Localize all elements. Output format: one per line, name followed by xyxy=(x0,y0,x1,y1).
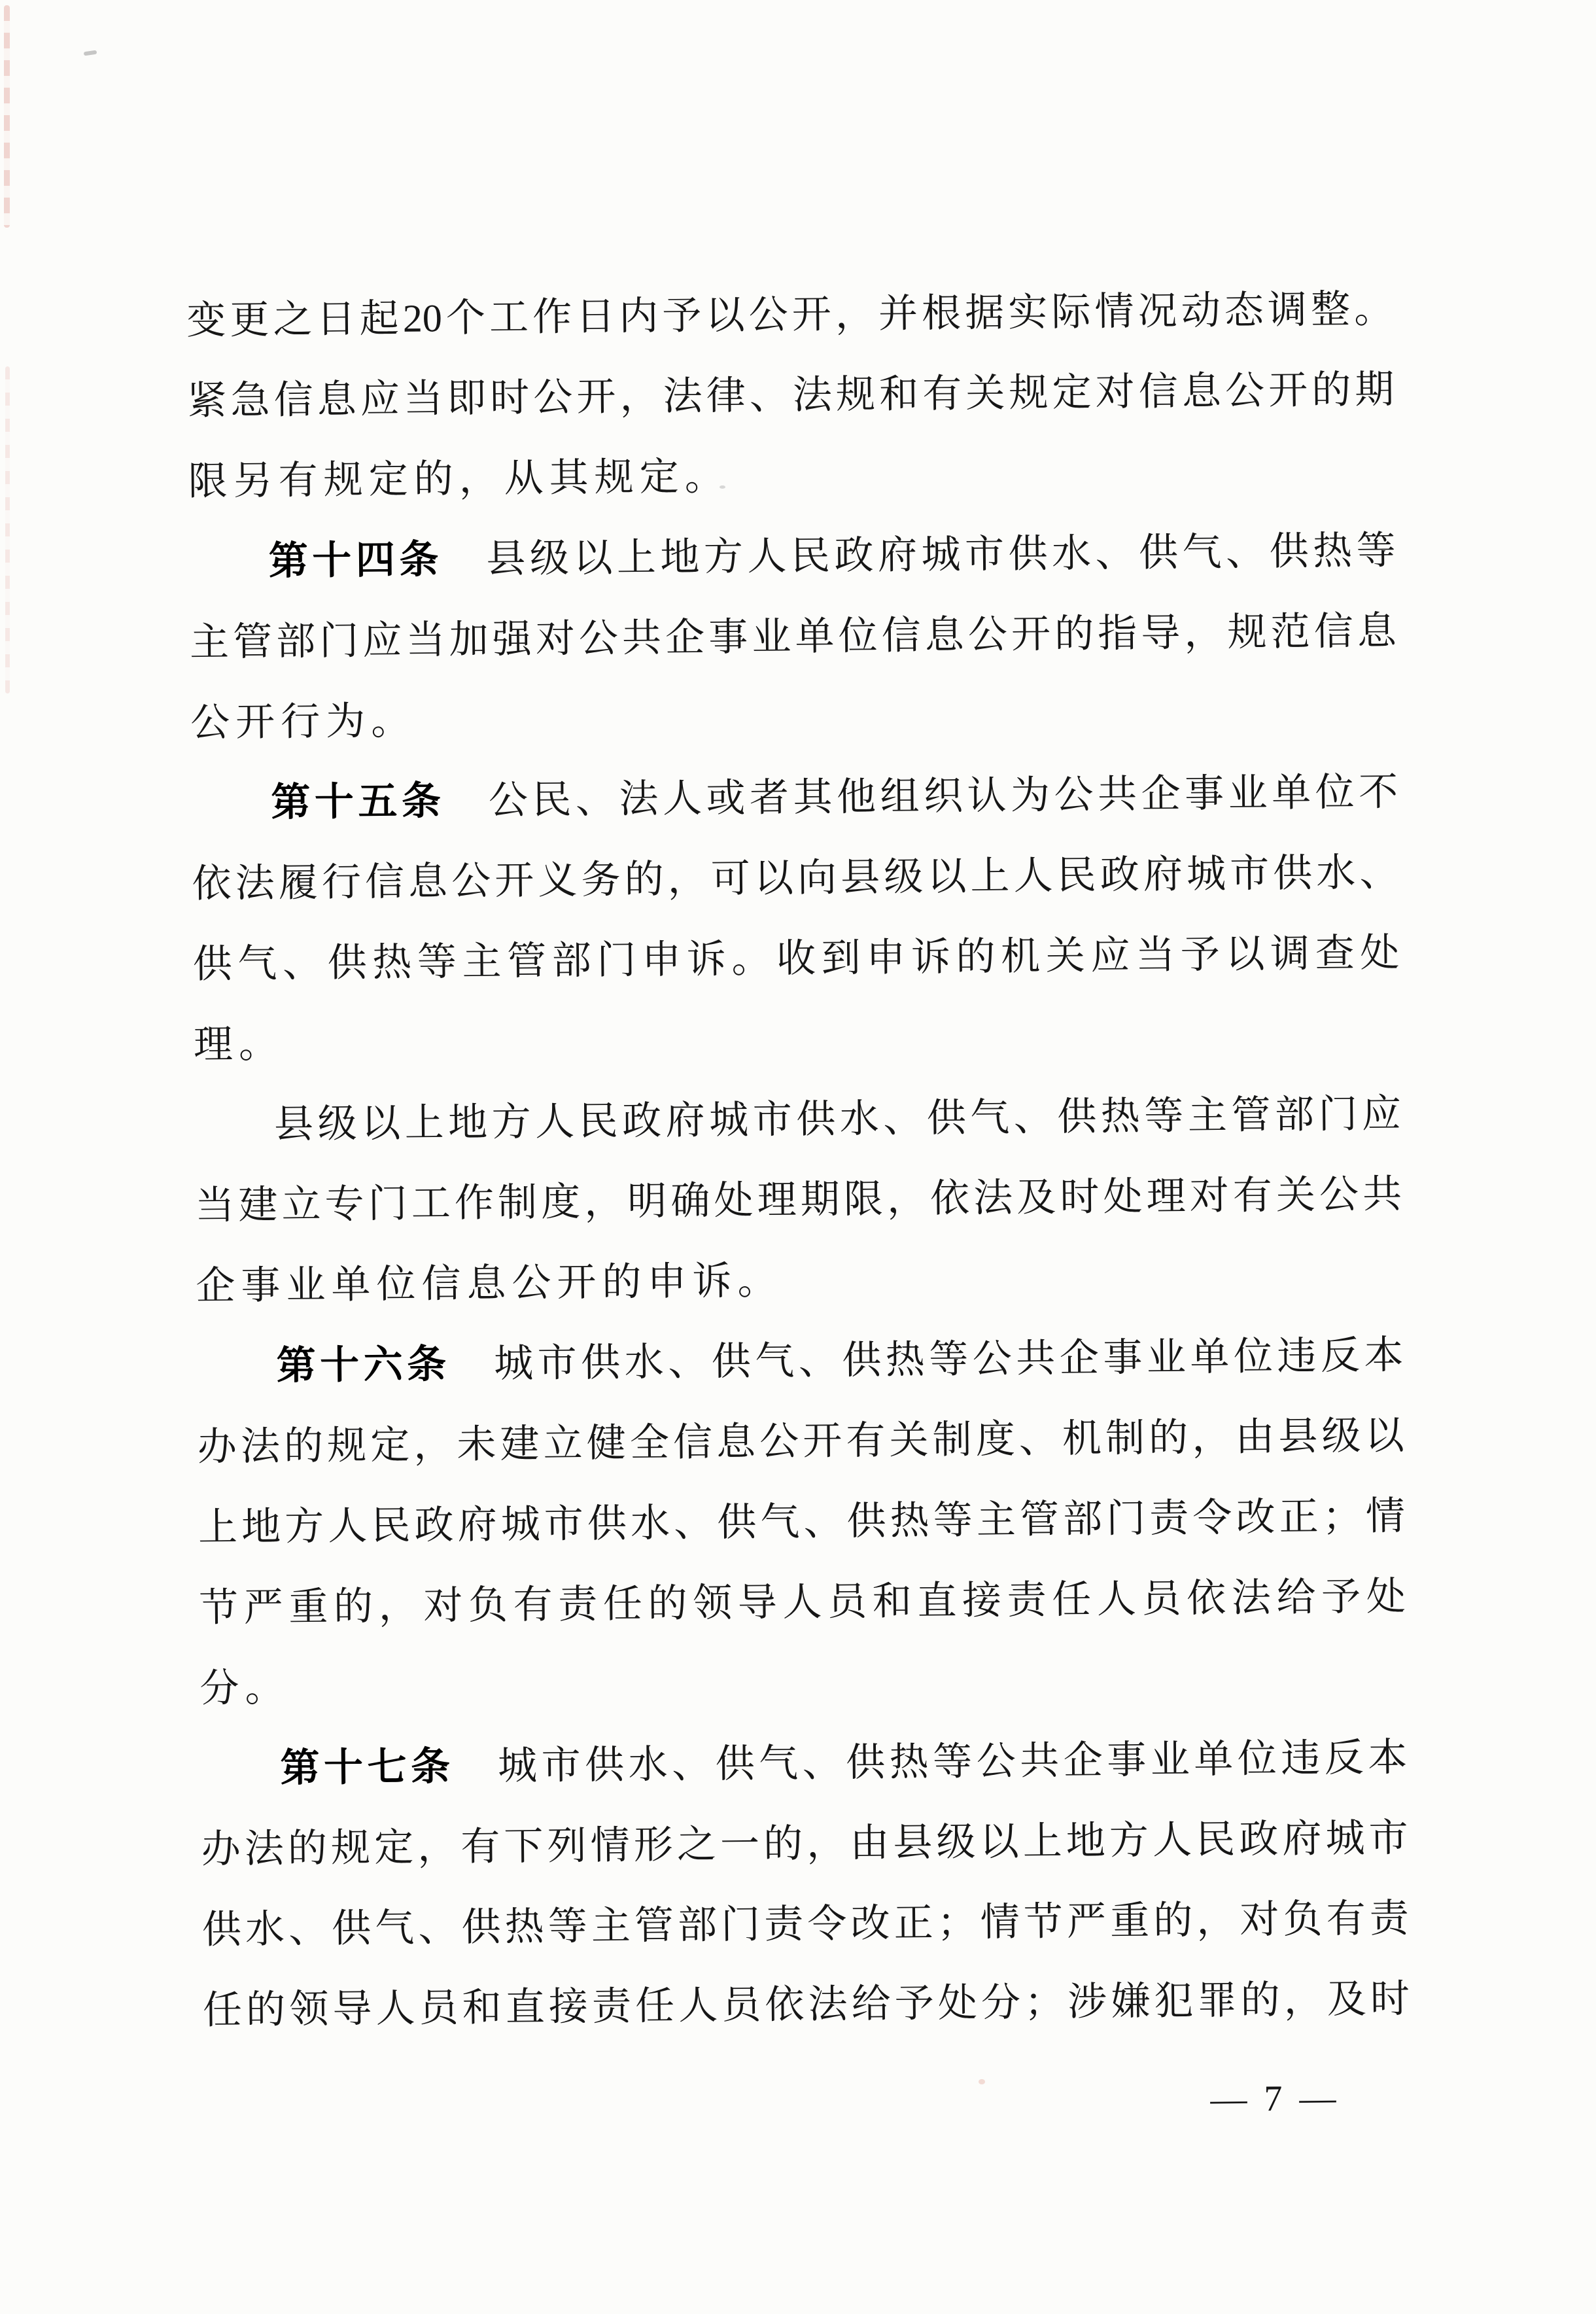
scan-artifact-pink-streak-top xyxy=(4,5,10,228)
scan-artifact-pink-streak-middle xyxy=(5,366,10,693)
text-line: 紧 急 信 息 应 当 即 时 公 开 ， 法 律 、 法 规 和 有 关 规 定 对 信 息 公 开 的 期 xyxy=(187,368,1395,423)
text-line: 公 开 行 为 。 xyxy=(190,699,411,745)
scan-artifact-gray-dash xyxy=(84,50,97,56)
text-line: 供 水 、 供 气 、 供 热 等 主 管 部 门 责 令 改 正 ； 情 节 严 重 的 ， 对 负 有 责 xyxy=(201,1897,1410,1952)
text-line: 变 更 之 日 起 20 个 工 作 日 内 予 以 公 开 ， 并 根 据 实 际 情 况 动 态 调 整 。 xyxy=(186,287,1394,342)
text-line: 第 十 六 条 城 市 供 水 、 供 气 、 供 热 等 公 共 企 事 业 单 位 违 反 本 xyxy=(276,1333,1404,1388)
text-line: 第 十 四 条 县 级 以 上 地 方 人 民 政 府 城 市 供 水 、 供 气 、 供 热 等 xyxy=(268,529,1396,583)
text-line: 依 法 履 行 信 息 公 开 义 务 的 ， 可 以 向 县 级 以 上 人 民 政 府 城 市 供 水 、 xyxy=(192,850,1399,905)
text-line: 理 。 xyxy=(193,1022,279,1066)
text-line: 任 的 领 导 人 员 和 直 接 责 任 人 员 依 法 给 予 处 分 ； 涉 嫌 犯 罪 的 ， 及 时 xyxy=(202,1977,1410,2032)
text-line: 当 建 立 专 门 工 作 制 度 ， 明 确 处 理 期 限 ， 依 法 及 时 处 理 对 有 关 公 共 xyxy=(194,1172,1402,1227)
text-line: 上 地 方 人 民 政 府 城 市 供 水 、 供 气 、 供 热 等 主 管 部 门 责 令 改 正 ； 情 xyxy=(198,1494,1406,1549)
text-line: 企 事 业 单 位 信 息 公 开 的 申 诉 。 xyxy=(196,1259,777,1308)
text-line: 办 法 的 规 定 ， 有 下 列 情 形 之 一 的 ， 由 县 级 以 上 地 方 人 民 政 府 城 市 xyxy=(201,1816,1408,1871)
text-line: 主 管 部 门 应 当 加 强 对 公 共 企 事 业 单 位 信 息 公 开 的 指 导 ， 规 范 信 息 xyxy=(189,609,1397,664)
text-line: 第 十 五 条 公 民 、 法 人 或 者 其 他 组 织 认 为 公 共 企 事 业 单 位 不 xyxy=(271,770,1398,824)
text-line: 限 另 有 规 定 的 ， 从 其 规 定 。 xyxy=(188,455,724,503)
text-line: 节 严 重 的 ， 对 负 有 责 任 的 领 导 人 员 和 直 接 责 任 人 员 依 法 给 予 处 xyxy=(198,1575,1406,1630)
text-line: 供 气 、 供 热 等 主 管 部 门 申 诉 。 收 到 申 诉 的 机 关 应 当 予 以 调 查 处 xyxy=(192,931,1400,986)
text-line: 办 法 的 规 定 ， 未 建 立 健 全 信 息 公 开 有 关 制 度 、 机 制 的 ， 由 县 级 以 xyxy=(197,1414,1405,1469)
document-body xyxy=(186,288,1412,2197)
text-line: 第 十 七 条 城 市 供 水 、 供 气 、 供 热 等 公 共 企 事 业 单 位 违 反 本 xyxy=(280,1736,1408,1790)
page-number: — 7 — xyxy=(1210,2078,1340,2120)
text-line: 分 。 xyxy=(200,1666,285,1710)
text-line: 县 级 以 上 地 方 人 民 政 府 城 市 供 水 、 供 气 、 供 热 等 主 管 部 门 应 xyxy=(273,1092,1402,1146)
